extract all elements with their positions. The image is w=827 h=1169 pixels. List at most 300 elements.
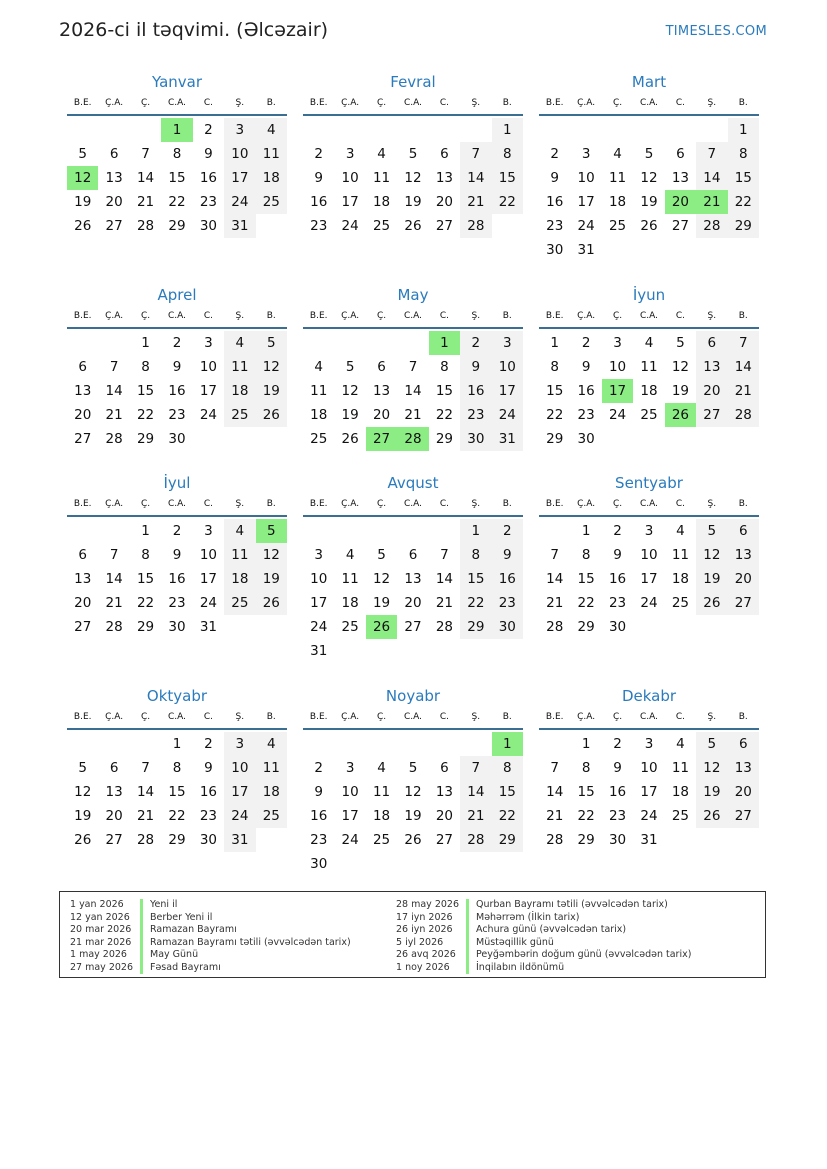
day-cell: 5 — [78, 146, 87, 162]
day-cell: 17 — [640, 784, 658, 800]
weekday-label: C.A. — [167, 712, 186, 722]
day-cell: 13 — [696, 355, 727, 379]
day-cell: 21 — [404, 407, 422, 423]
day-cell: 24 — [608, 407, 627, 423]
empty-cell — [696, 118, 727, 142]
day-cell: 9 — [550, 170, 559, 186]
day-cell: 1 — [141, 523, 150, 539]
day-cell: 12 — [671, 359, 690, 375]
day-cell: 4 — [676, 523, 685, 539]
day-cell: 9 — [204, 146, 213, 162]
empty-cell — [460, 118, 491, 142]
day-cell: 16 — [608, 571, 627, 587]
day-cell: 4 — [314, 359, 323, 375]
weekday-label: Ş. — [235, 98, 245, 108]
day-cell: 21 — [546, 595, 564, 611]
day-cell: 5 — [408, 760, 418, 776]
day-cell: 12 — [404, 170, 422, 186]
empty-cell — [303, 118, 334, 142]
day-cell: 8 — [141, 359, 150, 375]
day-cell: 19 — [372, 595, 391, 611]
day-cell: 3 — [224, 732, 255, 756]
day-cell: 25 — [640, 407, 658, 423]
day-cell: 29 — [546, 431, 564, 447]
weekday-label: B.E. — [545, 311, 564, 321]
day-cell: 9 — [492, 543, 523, 567]
days-grid — [67, 118, 287, 238]
weekday-label: Ş. — [471, 311, 481, 321]
day-cell: 1 — [550, 335, 559, 351]
weekday-label: B. — [502, 311, 512, 321]
day-cell: 20 — [404, 595, 422, 611]
day-cell: 10 — [224, 142, 255, 166]
day-cell: 22 — [136, 595, 155, 611]
day-cell: 21 — [546, 808, 564, 824]
weekday-header — [303, 707, 523, 730]
day-cell: 6 — [109, 760, 119, 776]
empty-cell — [665, 118, 696, 142]
day-cell: 17 — [640, 571, 658, 587]
weekday-header — [67, 707, 287, 730]
weekday-label: Ç. — [612, 311, 623, 321]
day-cell: 27 — [435, 218, 454, 234]
day-cell: 22 — [168, 808, 186, 824]
day-cell: 12 — [404, 784, 422, 800]
month-4 — [67, 284, 287, 451]
day-cell: 29 — [728, 214, 759, 238]
day-cell: 21 — [105, 407, 123, 423]
holiday-day-cell: 1 — [492, 732, 523, 756]
day-cell: 7 — [550, 547, 559, 563]
day-cell: 11 — [372, 784, 391, 800]
weekday-label: Ş. — [707, 311, 717, 321]
day-cell: 24 — [341, 832, 359, 848]
day-cell: 12 — [256, 355, 287, 379]
day-cell: 7 — [460, 142, 491, 166]
day-cell: 5 — [644, 146, 654, 162]
day-cell: 2 — [204, 736, 213, 752]
weekday-label: Ş. — [707, 98, 717, 108]
weekday-label: B. — [266, 712, 276, 722]
day-cell: 19 — [74, 808, 92, 824]
day-cell: 8 — [172, 760, 182, 776]
day-cell: 17 — [577, 194, 595, 210]
day-cell: 5 — [696, 732, 727, 756]
legend-holiday-name: Achura günü (əvvəlcədən tarix) — [466, 924, 626, 937]
weekday-label: B. — [266, 311, 276, 321]
weekday-label: Ş. — [235, 311, 245, 321]
day-cell: 11 — [671, 760, 690, 776]
empty-cell — [130, 118, 161, 142]
day-cell: 26 — [404, 218, 422, 234]
weekday-header — [539, 494, 759, 517]
day-cell: 6 — [377, 359, 386, 375]
weekday-label: C.A. — [403, 499, 422, 509]
day-cell: 10 — [577, 170, 595, 186]
weekday-header — [67, 494, 287, 517]
day-cell: 13 — [404, 571, 422, 587]
day-cell: 22 — [546, 407, 564, 423]
legend-holiday-name: Ramazan Bayramı tətili (əvvəlcədən tarix) — [140, 937, 351, 950]
weekday-label: Ç. — [376, 499, 387, 509]
day-cell: 18 — [310, 407, 328, 423]
day-cell: 16 — [492, 567, 523, 591]
holiday-legend — [59, 891, 766, 978]
day-cell: 30 — [199, 218, 218, 234]
day-cell: 14 — [546, 571, 564, 587]
day-cell: 20 — [435, 194, 454, 210]
holiday-day-cell: 1 — [161, 118, 192, 142]
weekday-label: C. — [439, 311, 449, 321]
day-cell: 18 — [671, 784, 690, 800]
empty-cell — [98, 331, 129, 355]
day-cell: 11 — [256, 142, 287, 166]
day-cell: 20 — [74, 407, 92, 423]
day-cell: 2 — [314, 146, 323, 162]
weekday-header — [67, 93, 287, 116]
day-cell: 3 — [492, 331, 523, 355]
day-cell: 25 — [310, 431, 328, 447]
day-cell: 8 — [172, 146, 182, 162]
day-cell: 4 — [644, 335, 654, 351]
day-cell: 13 — [105, 170, 123, 186]
weekday-label: B. — [738, 499, 748, 509]
day-cell: 17 — [341, 808, 359, 824]
day-cell: 26 — [256, 403, 287, 427]
day-cell: 18 — [341, 595, 359, 611]
legend-date: 27 may 2026 — [70, 961, 134, 973]
day-cell: 1 — [581, 523, 591, 539]
day-cell: 8 — [460, 543, 491, 567]
empty-cell — [130, 732, 161, 756]
day-cell: 23 — [199, 808, 218, 824]
day-cell: 6 — [78, 547, 87, 563]
month-7 — [67, 472, 287, 639]
day-cell: 27 — [728, 804, 759, 828]
day-cell: 14 — [546, 784, 564, 800]
day-cell: 13 — [728, 543, 759, 567]
day-cell: 18 — [224, 379, 255, 403]
day-cell: 9 — [581, 359, 591, 375]
day-cell: 30 — [577, 431, 595, 447]
legend-date: 28 may 2026 — [396, 899, 460, 910]
legend-date: 1 may 2026 — [70, 949, 127, 960]
day-cell: 14 — [460, 166, 491, 190]
weekday-label: Ç.A. — [105, 499, 124, 509]
day-cell: 29 — [168, 218, 186, 234]
day-cell: 6 — [440, 146, 449, 162]
weekday-header — [303, 494, 523, 517]
weekday-label: Ç. — [140, 311, 151, 321]
weekday-label: B.E. — [545, 712, 564, 722]
day-cell: 7 — [460, 756, 491, 780]
day-cell: 8 — [550, 359, 559, 375]
day-cell: 25 — [372, 832, 391, 848]
day-cell: 10 — [199, 547, 218, 563]
day-cell: 4 — [224, 519, 255, 543]
day-cell: 2 — [314, 760, 323, 776]
day-cell: 30 — [608, 619, 627, 635]
day-cell: 15 — [168, 170, 186, 186]
brand-link[interactable]: TIMESLES.COM — [665, 24, 767, 39]
day-cell: 21 — [460, 804, 491, 828]
month-1 — [67, 71, 287, 238]
day-cell: 12 — [74, 784, 92, 800]
day-cell: 12 — [341, 383, 359, 399]
day-cell: 23 — [492, 591, 523, 615]
day-cell: 8 — [728, 142, 759, 166]
days-grid — [67, 519, 287, 639]
day-cell: 9 — [314, 170, 323, 186]
day-cell: 29 — [492, 828, 523, 852]
weekday-label: B.E. — [545, 499, 564, 509]
day-cell: 15 — [136, 383, 155, 399]
day-cell: 21 — [136, 808, 155, 824]
day-cell: 8 — [581, 547, 591, 563]
empty-cell — [539, 118, 570, 142]
day-cell: 19 — [671, 383, 690, 399]
legend-date: 26 iyn 2026 — [396, 924, 453, 935]
day-cell: 10 — [199, 359, 218, 375]
weekday-label: C. — [675, 499, 685, 509]
day-cell: 22 — [460, 591, 491, 615]
day-cell: 26 — [696, 804, 727, 828]
day-cell: 30 — [168, 619, 186, 635]
weekday-label: B. — [502, 712, 512, 722]
empty-cell — [366, 331, 397, 355]
day-cell: 25 — [256, 804, 287, 828]
weekday-label: C. — [675, 311, 685, 321]
day-cell: 30 — [460, 427, 491, 451]
day-cell: 31 — [492, 427, 523, 451]
day-cell: 31 — [224, 214, 255, 238]
day-cell: 29 — [460, 615, 491, 639]
holiday-day-cell: 1 — [429, 331, 460, 355]
day-cell: 20 — [728, 780, 759, 804]
day-cell: 14 — [105, 383, 123, 399]
day-cell: 8 — [440, 359, 449, 375]
day-cell: 5 — [256, 331, 287, 355]
empty-cell — [366, 519, 397, 543]
day-cell: 24 — [224, 804, 255, 828]
day-cell: 8 — [492, 142, 523, 166]
holiday-day-cell: 17 — [602, 379, 633, 403]
day-cell: 8 — [141, 547, 150, 563]
month-name: İyun — [632, 286, 666, 304]
day-cell: 30 — [608, 832, 627, 848]
weekday-label: Ç.A. — [577, 499, 596, 509]
day-cell: 10 — [640, 760, 658, 776]
legend-date: 17 iyn 2026 — [396, 911, 453, 923]
day-cell: 30 — [310, 856, 328, 872]
day-cell: 2 — [204, 122, 213, 138]
month-name: Fevral — [390, 73, 436, 91]
day-cell: 19 — [256, 567, 287, 591]
day-cell: 1 — [460, 519, 491, 543]
day-cell: 4 — [256, 732, 287, 756]
day-cell: 2 — [172, 335, 182, 351]
day-cell: 18 — [608, 194, 627, 210]
weekday-label: B. — [738, 98, 748, 108]
day-cell: 24 — [577, 218, 595, 234]
weekday-label: B.E. — [309, 499, 328, 509]
day-cell: 26 — [696, 591, 727, 615]
weekday-header — [539, 707, 759, 730]
day-cell: 21 — [136, 194, 155, 210]
day-cell: 3 — [204, 523, 213, 539]
day-cell: 21 — [435, 595, 454, 611]
empty-cell — [98, 732, 129, 756]
day-cell: 28 — [460, 214, 491, 238]
weekday-label: B. — [502, 499, 512, 509]
day-cell: 9 — [204, 760, 213, 776]
day-cell: 11 — [640, 359, 658, 375]
day-cell: 18 — [256, 166, 287, 190]
empty-cell — [366, 118, 397, 142]
day-cell: 24 — [224, 190, 255, 214]
day-cell: 1 — [728, 118, 759, 142]
day-cell: 25 — [671, 808, 690, 824]
day-cell: 6 — [78, 359, 87, 375]
weekday-label: C. — [439, 712, 449, 722]
month-9 — [539, 472, 759, 639]
day-cell: 16 — [168, 383, 186, 399]
day-cell: 15 — [577, 571, 595, 587]
day-cell: 27 — [105, 218, 123, 234]
empty-cell — [67, 732, 98, 756]
month-name: Oktyabr — [146, 687, 208, 705]
days-grid — [67, 331, 287, 451]
weekday-label: Ş. — [471, 712, 481, 722]
day-cell: 28 — [435, 619, 454, 635]
day-cell: 16 — [546, 194, 564, 210]
day-cell: 12 — [696, 543, 727, 567]
day-cell: 13 — [105, 784, 123, 800]
day-cell: 7 — [696, 142, 727, 166]
day-cell: 11 — [372, 170, 391, 186]
holiday-day-cell: 26 — [665, 403, 696, 427]
days-grid — [539, 519, 759, 639]
weekday-label: B.E. — [73, 499, 92, 509]
day-cell: 14 — [136, 784, 155, 800]
weekday-label: Ç.A. — [341, 311, 360, 321]
month-name: May — [397, 286, 429, 304]
day-cell: 10 — [224, 756, 255, 780]
empty-cell — [460, 732, 491, 756]
day-cell: 19 — [341, 407, 359, 423]
day-cell: 31 — [577, 242, 595, 258]
legend-holiday-name: Məhərrəm (İlkin tarix) — [466, 912, 579, 925]
day-cell: 19 — [640, 194, 658, 210]
holiday-day-cell: 12 — [67, 166, 98, 190]
day-cell: 27 — [404, 619, 422, 635]
weekday-label: Ş. — [707, 499, 717, 509]
day-cell: 17 — [199, 383, 218, 399]
month-5 — [303, 284, 523, 451]
weekday-label: Ş. — [471, 499, 481, 509]
weekday-label: Ç. — [376, 98, 387, 108]
day-cell: 1 — [581, 736, 591, 752]
day-cell: 27 — [696, 403, 727, 427]
weekday-label: C.A. — [639, 712, 658, 722]
weekday-label: B. — [738, 712, 748, 722]
empty-cell — [397, 331, 428, 355]
day-cell: 18 — [256, 780, 287, 804]
day-cell: 3 — [224, 118, 255, 142]
weekday-label: C.A. — [639, 499, 658, 509]
day-cell: 20 — [372, 407, 391, 423]
day-cell: 22 — [136, 407, 155, 423]
day-cell: 7 — [440, 547, 449, 563]
day-cell: 3 — [613, 335, 622, 351]
day-cell: 6 — [676, 146, 685, 162]
day-cell: 7 — [728, 331, 759, 355]
weekday-label: C. — [439, 98, 449, 108]
day-cell: 3 — [204, 335, 213, 351]
legend-holiday-name: Qurban Bayramı tətili (əvvəlcədən tarix) — [466, 899, 668, 912]
weekday-label: Ş. — [707, 712, 717, 722]
weekday-label: Ç.A. — [341, 712, 360, 722]
day-cell: 27 — [74, 619, 92, 635]
day-cell: 20 — [105, 808, 123, 824]
weekday-label: C.A. — [403, 98, 422, 108]
weekday-label: Ş. — [235, 499, 245, 509]
day-cell: 31 — [199, 619, 218, 635]
day-cell: 3 — [644, 736, 654, 752]
day-cell: 20 — [728, 567, 759, 591]
day-cell: 24 — [492, 403, 523, 427]
day-cell: 11 — [224, 355, 255, 379]
weekday-label: C.A. — [403, 712, 422, 722]
day-cell: 26 — [74, 218, 92, 234]
empty-cell — [397, 118, 428, 142]
empty-cell — [429, 118, 460, 142]
month-name: Sentyabr — [615, 474, 683, 492]
day-cell: 13 — [372, 383, 391, 399]
day-cell: 23 — [608, 808, 627, 824]
day-cell: 5 — [377, 547, 386, 563]
days-grid — [539, 732, 759, 852]
day-cell: 10 — [341, 784, 359, 800]
day-cell: 11 — [256, 756, 287, 780]
weekday-label: B. — [738, 311, 748, 321]
holiday-day-cell: 28 — [397, 427, 428, 451]
month-3 — [539, 71, 759, 262]
weekday-header — [67, 306, 287, 329]
day-cell: 6 — [408, 547, 418, 563]
holiday-day-cell: 27 — [366, 427, 397, 451]
day-cell: 23 — [168, 595, 186, 611]
day-cell: 22 — [577, 808, 595, 824]
legend-date: 20 mar 2026 — [70, 924, 132, 935]
day-cell: 28 — [546, 832, 564, 848]
day-cell: 3 — [345, 760, 355, 776]
day-cell: 9 — [613, 547, 622, 563]
legend-holiday-name: Berber Yeni il — [140, 912, 212, 925]
day-cell: 22 — [492, 190, 523, 214]
day-cell: 16 — [310, 194, 328, 210]
day-cell: 17 — [224, 166, 255, 190]
weekday-header — [539, 93, 759, 116]
empty-cell — [98, 519, 129, 543]
day-cell: 2 — [613, 523, 622, 539]
weekday-label: Ç. — [140, 499, 151, 509]
day-cell: 15 — [492, 166, 523, 190]
holiday-day-cell: 20 — [665, 190, 696, 214]
weekday-label: Ç.A. — [105, 98, 124, 108]
day-cell: 27 — [728, 591, 759, 615]
day-cell: 10 — [608, 359, 627, 375]
